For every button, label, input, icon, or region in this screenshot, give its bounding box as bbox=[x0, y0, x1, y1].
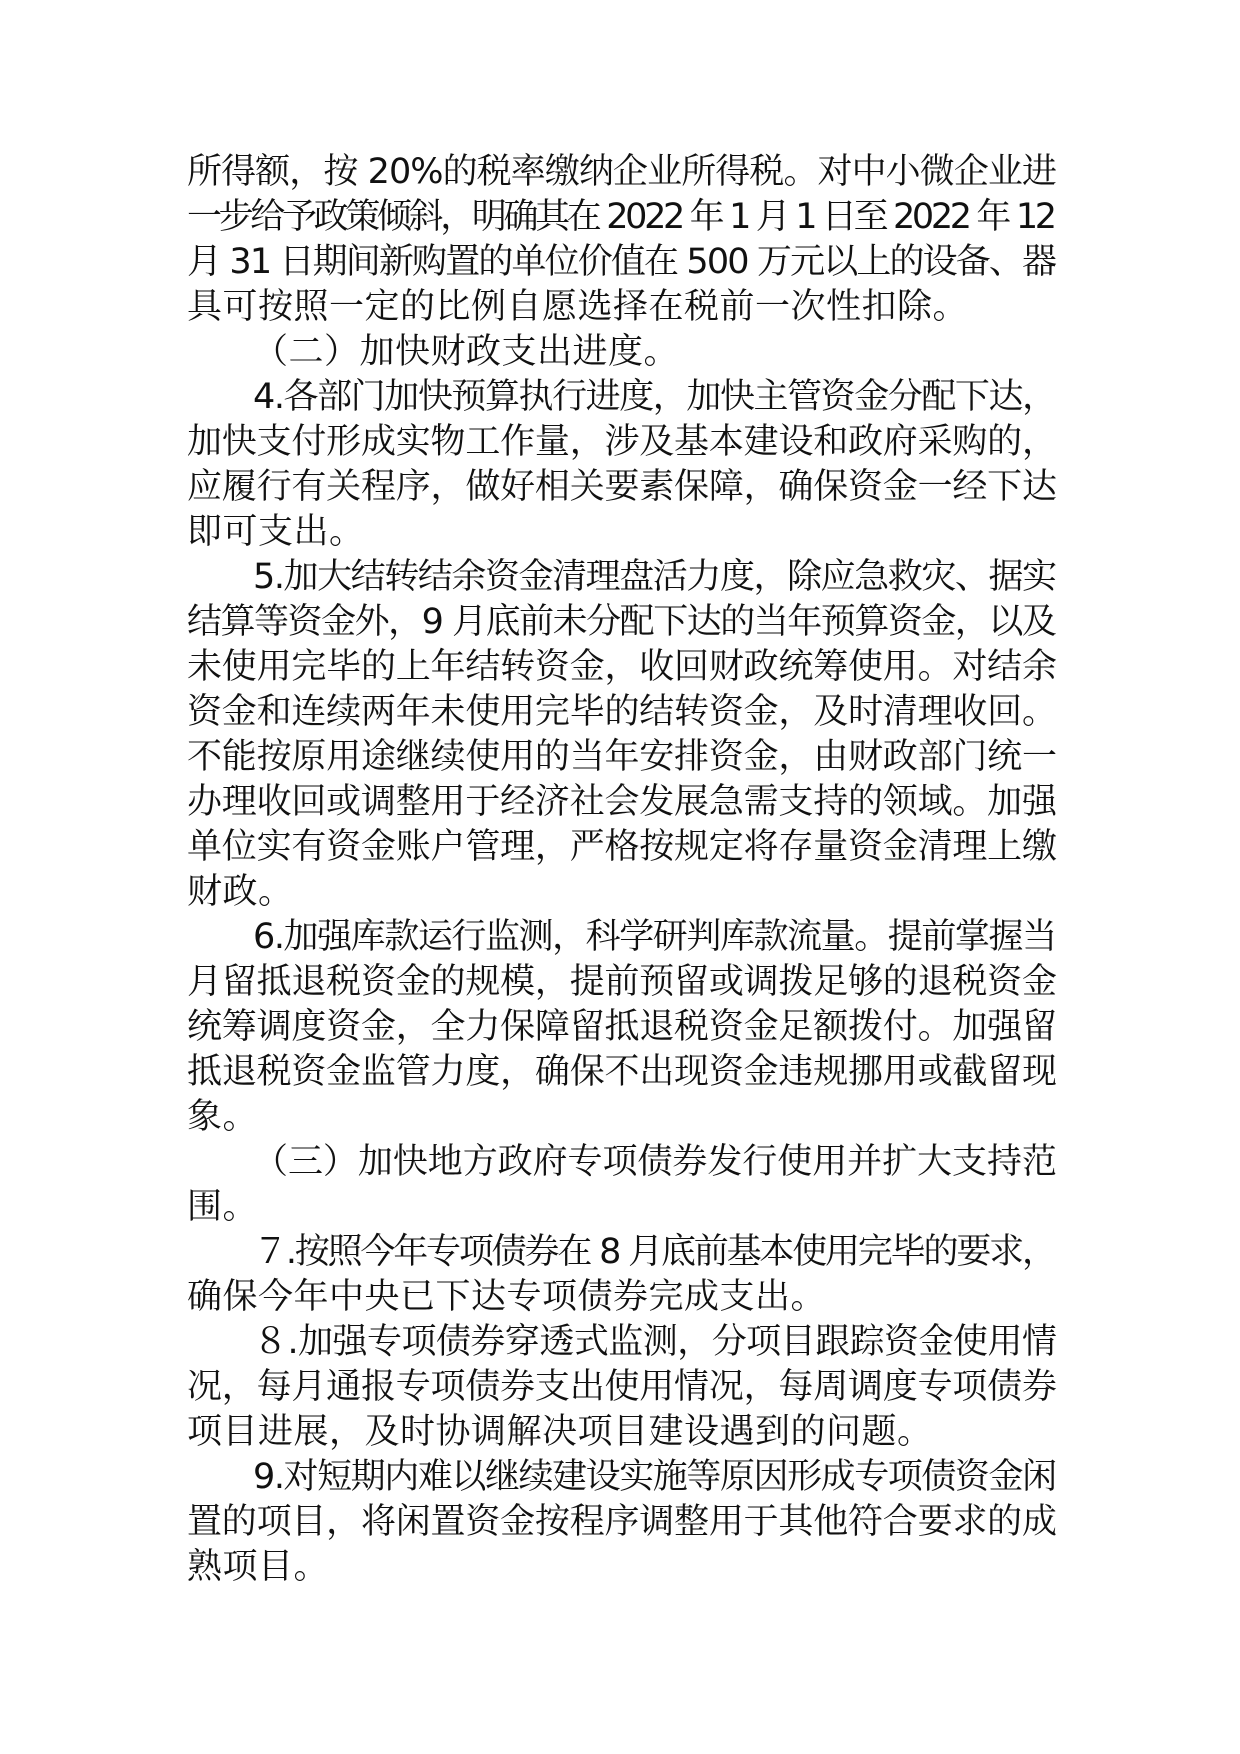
text-line: 一步给予政策倾斜，明确其在 2022 年 1 月 1 日至 2022 年 12 bbox=[187, 197, 1054, 237]
text-line: 加快支付形成实物工作量，涉及基本建设和政府采购的， bbox=[187, 422, 1057, 462]
text-line: 6.加强库款运行监测，科学研判库款流量。提前掌握当 bbox=[253, 917, 1056, 957]
paragraph bbox=[187, 330, 1057, 375]
document-body bbox=[187, 150, 1057, 1590]
text-line: 月 31 日期间新购置的单位价值在 500 万元以上的设备、器 bbox=[187, 242, 1056, 282]
text-line: 具可按照一定的比例自愿选择在税前一次性扣除。 bbox=[187, 287, 969, 327]
text-line: ７.按照今年专项债券在 8 月底前基本使用完毕的要求， bbox=[253, 1232, 1055, 1272]
text-line: 熟项目。 bbox=[187, 1547, 330, 1587]
text-line: 结算等资金外，9 月底前未分配下达的当年预算资金，以及 bbox=[187, 602, 1056, 642]
text-line: 即可支出。 bbox=[187, 512, 365, 552]
text-line: 9.对短期内难以继续建设实施等原因形成专项债资金闲 bbox=[253, 1457, 1056, 1497]
text-line: 月留抵退税资金的规模，提前预留或调拨足够的退税资金 bbox=[187, 962, 1057, 1002]
text-line: 抵退税资金监管力度，确保不出现资金违规挪用或截留现 bbox=[187, 1052, 1057, 1092]
paragraph bbox=[187, 1320, 1057, 1455]
paragraph bbox=[187, 555, 1057, 915]
text-line: ８.加强专项债券穿透式监测，分项目跟踪资金使用情 bbox=[253, 1322, 1057, 1362]
text-line: 统筹调度资金，全力保障留抵退税资金足额拨付。加强留 bbox=[187, 1007, 1057, 1047]
text-line: 置的项目，将闲置资金按程序调整用于其他符合要求的成 bbox=[187, 1502, 1057, 1542]
text-line: 围。 bbox=[187, 1187, 259, 1227]
paragraph bbox=[187, 1140, 1057, 1230]
paragraph bbox=[187, 1455, 1057, 1590]
text-line: 5.加大结转结余资金清理盘活力度，除应急救灾、据实 bbox=[253, 557, 1056, 597]
text-line: 资金和连续两年未使用完毕的结转资金，及时清理收回。 bbox=[187, 692, 1057, 732]
text-line: 项目进展，及时协调解决项目建设遇到的问题。 bbox=[187, 1412, 933, 1452]
text-line: 单位实有资金账户管理，严格按规定将存量资金清理上缴 bbox=[187, 827, 1057, 867]
paragraph bbox=[187, 150, 1057, 330]
text-line: （三）加快地方政府专项债券发行使用并扩大支持范 bbox=[253, 1142, 1057, 1182]
text-line: 应履行有关程序，做好相关要素保障，确保资金一经下达 bbox=[187, 467, 1057, 507]
paragraph bbox=[187, 1230, 1057, 1320]
text-line: 办理收回或调整用于经济社会发展急需支持的领域。加强 bbox=[187, 782, 1057, 822]
text-line: 所得额，按 20%的税率缴纳企业所得税。对中小微企业进 bbox=[187, 152, 1057, 192]
paragraph bbox=[187, 915, 1057, 1140]
text-line: （二）加快财政支出进度。 bbox=[253, 332, 680, 372]
text-line: 象。 bbox=[187, 1097, 259, 1137]
text-line: 4.各部门加快预算执行进度，加快主管资金分配下达， bbox=[253, 377, 1056, 417]
text-line: 确保今年中央已下达专项债券完成支出。 bbox=[187, 1277, 827, 1317]
paragraph bbox=[187, 375, 1057, 555]
text-line: 财政。 bbox=[187, 872, 294, 912]
text-line: 不能按原用途继续使用的当年安排资金，由财政部门统一 bbox=[187, 737, 1057, 777]
text-line: 况，每月通报专项债券支出使用情况，每周调度专项债券 bbox=[187, 1367, 1057, 1407]
text-line: 未使用完毕的上年结转资金，收回财政统筹使用。对结余 bbox=[187, 647, 1057, 687]
